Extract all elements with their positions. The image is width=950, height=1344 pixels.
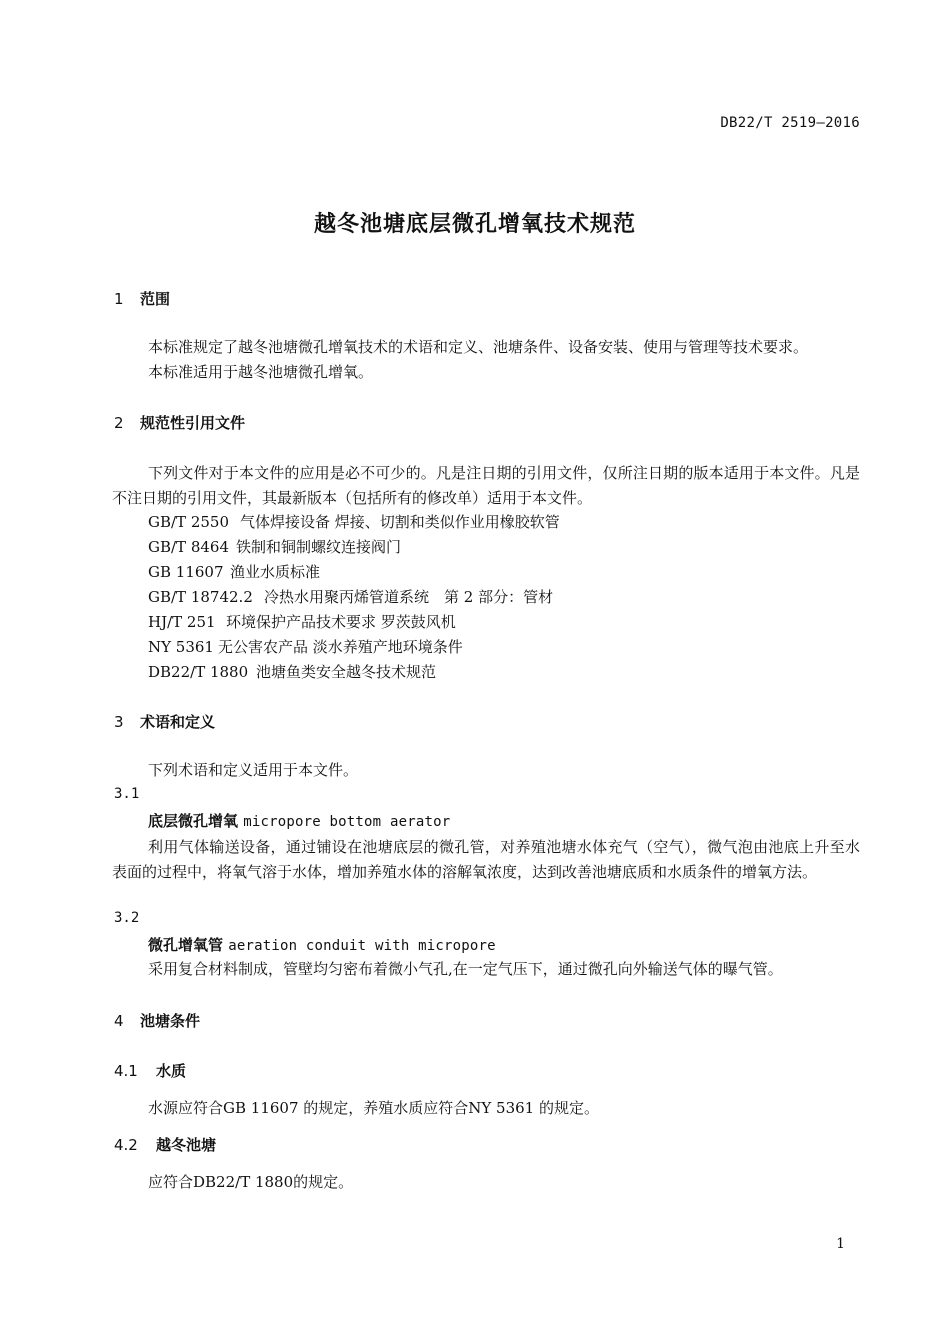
term-number: 3.2 [114, 910, 140, 926]
reference-code: NY 5361 [148, 638, 214, 656]
reference-code: GB/T 2550 [148, 513, 230, 531]
term-english: aeration conduit with micropore [228, 938, 496, 954]
wintering-pond-text: 应符合DB22/T 1880的规定。 [148, 1173, 354, 1191]
term-english: micropore bottom aerator [243, 814, 451, 830]
section-2-heading [114, 412, 245, 433]
section-title: 池塘条件 [140, 1012, 201, 1030]
section-1-heading [114, 288, 170, 309]
reference-item [148, 536, 401, 557]
page-number: 1 [836, 1236, 845, 1252]
term-chinese: 微孔增氧管 [148, 936, 224, 954]
reference-item [148, 661, 436, 682]
reference-name: 冷热水用聚丙烯管道系统 第 2 部分：管材 [264, 588, 554, 606]
subsection-number: 4.2 [114, 1136, 138, 1154]
document-title: 越冬池塘底层微孔增氧技术规范 [313, 212, 636, 237]
reference-name: 环境保护产品技术要求 罗茨鼓风机 [226, 613, 456, 631]
reference-item [148, 561, 320, 582]
term-chinese: 底层微孔增氧 [148, 812, 239, 830]
scope-paragraph: 本标准规定了越冬池塘微孔增氧技术的术语和定义、池塘条件、设备安装、使用与管理等技术要求。 [148, 338, 809, 356]
term-definition: 采用复合材料制成，管壁均匀密布着微小气孔,在一定气压下，通过微孔向外输送气体的曝气管。 [148, 960, 783, 978]
section-number: 2 [114, 414, 124, 432]
section-title: 规范性引用文件 [140, 414, 246, 432]
reference-code: GB/T 18742.2 [148, 588, 253, 606]
reference-item [148, 586, 553, 607]
scope-applicability: 本标准适用于越冬池塘微孔增氧。 [148, 363, 374, 381]
section-number: 3 [114, 713, 124, 731]
document-number: DB22/T 2519—2016 [720, 115, 860, 131]
reference-name: 池塘鱼类安全越冬技术规范 [256, 663, 437, 681]
section-4-heading [114, 1010, 200, 1031]
section-number: 1 [114, 290, 124, 308]
reference-code: HJ/T 251 [148, 613, 216, 631]
subsection-4-1-heading [114, 1060, 186, 1081]
subsection-number: 4.1 [114, 1062, 138, 1080]
term-title [148, 810, 450, 831]
water-quality-text: 水源应符合GB 11607 的规定，养殖水质应符合NY 5361 的规定。 [148, 1099, 599, 1117]
reference-name: 铁制和铜制螺纹连接阀门 [236, 538, 402, 556]
term-definition: 利用气体输送设备，通过铺设在池塘底层的微孔管，对养殖池塘水体充气（空气），微气泡由池底上升至水表面的过程中，将氧气溶于水体，增加养殖水体的溶解氧浓度，达到改善池塘底质和水质条件的增氧方法。 [112, 838, 860, 881]
reference-item [148, 511, 560, 532]
section-3-heading [114, 711, 215, 732]
reference-item [148, 636, 463, 657]
reference-code: GB 11607 [148, 563, 224, 581]
reference-name: 气体焊接设备 焊接、切割和类似作业用橡胶软管 [240, 513, 560, 531]
section-title: 范围 [140, 290, 171, 308]
reference-code: GB/T 8464 [148, 538, 230, 556]
references-intro: 下列文件对于本文件的应用是必不可少的。凡是注日期的引用文件，仅所注日期的版本适用于本文件。凡是不注日期的引用文件，其最新版本（包括所有的修改单）适用于本文件。 [112, 464, 860, 507]
term-number: 3.1 [114, 786, 140, 802]
term-title [148, 934, 496, 955]
subsection-title: 水质 [156, 1062, 187, 1080]
reference-name: 无公害农产品 淡水养殖产地环境条件 [218, 638, 463, 656]
section-number: 4 [114, 1012, 124, 1030]
subsection-4-2-heading [114, 1134, 216, 1155]
subsection-title: 越冬池塘 [156, 1136, 217, 1154]
reference-item [148, 611, 456, 632]
reference-code: DB22/T 1880 [148, 663, 249, 681]
terms-intro: 下列术语和定义适用于本文件。 [148, 761, 359, 779]
reference-name: 渔业水质标准 [230, 563, 321, 581]
section-title: 术语和定义 [140, 713, 216, 731]
